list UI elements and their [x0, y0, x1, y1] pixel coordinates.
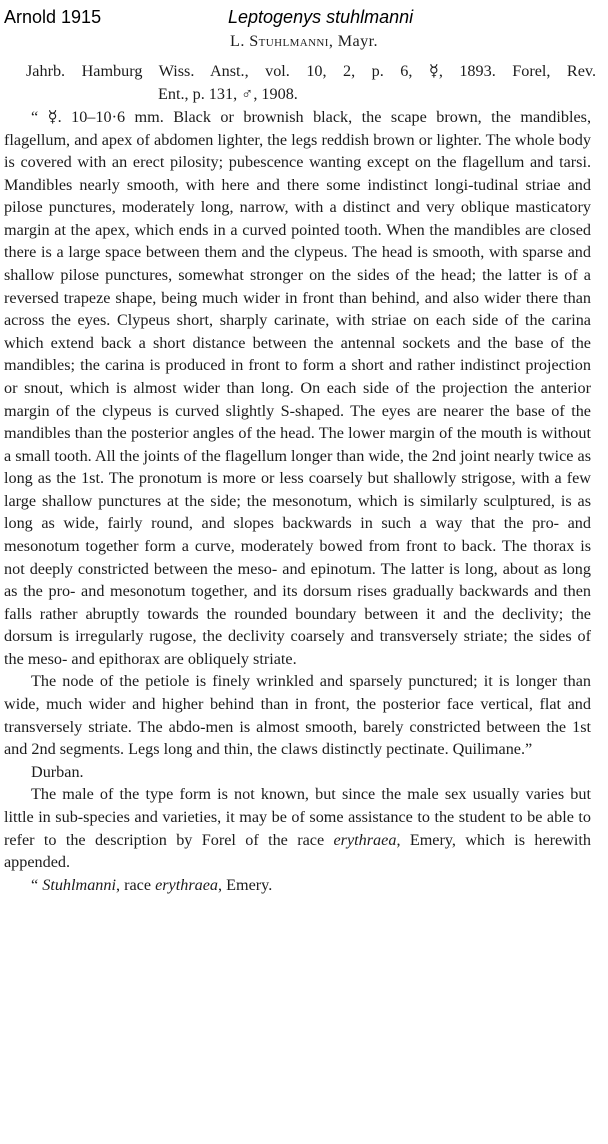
male-note-text: The male of the type form is not known, but since the male sex usually varies but little in sub-species and varieties, it may be of some assistance to the student to be able to refer to the description by Forel of the race	[4, 785, 591, 849]
description-paragraph: “ ☿. 10–10·6 mm. Black or brownish black, the scape brown, the mandibles, flagellum, and apex of abdomen lighter, the legs reddish brown or lighter. The whole body is covered with an erect pilosity; pubescence wanting except on the flagellum and tarsi. Mandibles nearly smooth, with here and there some indistinct longi-tudinal striae and pilose punctures, moderately long, narrow, with a distinct and very oblique masticatory margin at the apex, which ends in a curved pointed tooth. When the mandibles are closed there is a large space between them and the clypeus. The head is smooth, with sparse and shallow pilose punctures, somewhat stronger on the sides of the head; the latter is of a reversed trapeze shape, being much wider in front than behind, and also wider there than across the eyes. Clypeus short, sharply carinate, with striae on each side of the carina which extend back a short distance between the antennal sockets and the base of the mandibles; the carina is produced in front to form a short and rather indistinct projection or snout, which is almost wider than long. On each side of the projection the anterior margin of the clypeus is curved slightly S-shaped. The eyes are nearer the base of the mandibles than the posterior angles of the head. The lower margin of the mouth is without a small tooth. All the joints of the flagellum longer than wide, the 2nd joint nearly twice as long as the 1st. The pronotum is more or less coarsely but shallowly strigose, with a few large shallow punctures at the side; the mesonotum, which is similarly sculptured, is as long as wide, fairly round, and slopes backwards in such a way that the pro- and mesonotum together form a curve, moderately bowed from front to back. The thorax is not deeply constricted between the meso- and epinotum. The latter is long, about as long as the pro- and mesonotum together, and its dorsum rises gradually backwards and then falls rather abruptly towards the rounded boundary between it and the declivity; the dorsum is irregularly rugose, the declivity coarsely and transversely striate; the sides of the meso- and epithorax are obliquely striate.	[4, 108, 591, 668]
male-note-end: , Emery, which is herewith appended.	[4, 830, 591, 872]
petiole-paragraph: The node of the petiole is finely wrinkled and sparsely punctured; it is longer than wide, much wider and higher behind than in front, the posterior face vertical, flat and transversely striate. The abdo-men is almost smooth, barely constricted between the 1st and 2nd segments. Legs long and thin, the claws distinctly pectinate. Quilimane.”	[4, 672, 591, 759]
reference-line-2: Ent., p. 131, ♂, 1908.	[158, 84, 298, 103]
appendix-middle: , race	[115, 875, 156, 894]
appendix-quote: “	[31, 875, 43, 894]
appendix-line	[4, 874, 591, 897]
appendix-race: erythraea	[155, 875, 219, 894]
literature-references	[26, 60, 596, 105]
body-text	[4, 106, 591, 896]
source-label: Arnold 1915	[4, 7, 102, 27]
taxon-name-smallcaps: tuhlmanni	[258, 32, 329, 50]
species-title: Leptogenys stuhlmanni	[228, 7, 414, 27]
male-note-paragraph	[4, 783, 591, 873]
appendix-end: , Emery.	[218, 875, 273, 894]
reference-line-1: Jahrb. Hamburg Wiss. Anst., vol. 10, 2, p. 6, ☿, 1893. Forel, Rev.	[26, 62, 596, 80]
taxon-heading	[0, 30, 608, 52]
appendix-species: Stuhlmanni	[42, 875, 116, 894]
taxon-name-prefix: L. S	[230, 32, 259, 50]
male-note-race: erythraea	[333, 830, 397, 849]
locality-line: Durban.	[31, 762, 84, 781]
taxon-author: , Mayr.	[328, 32, 378, 50]
